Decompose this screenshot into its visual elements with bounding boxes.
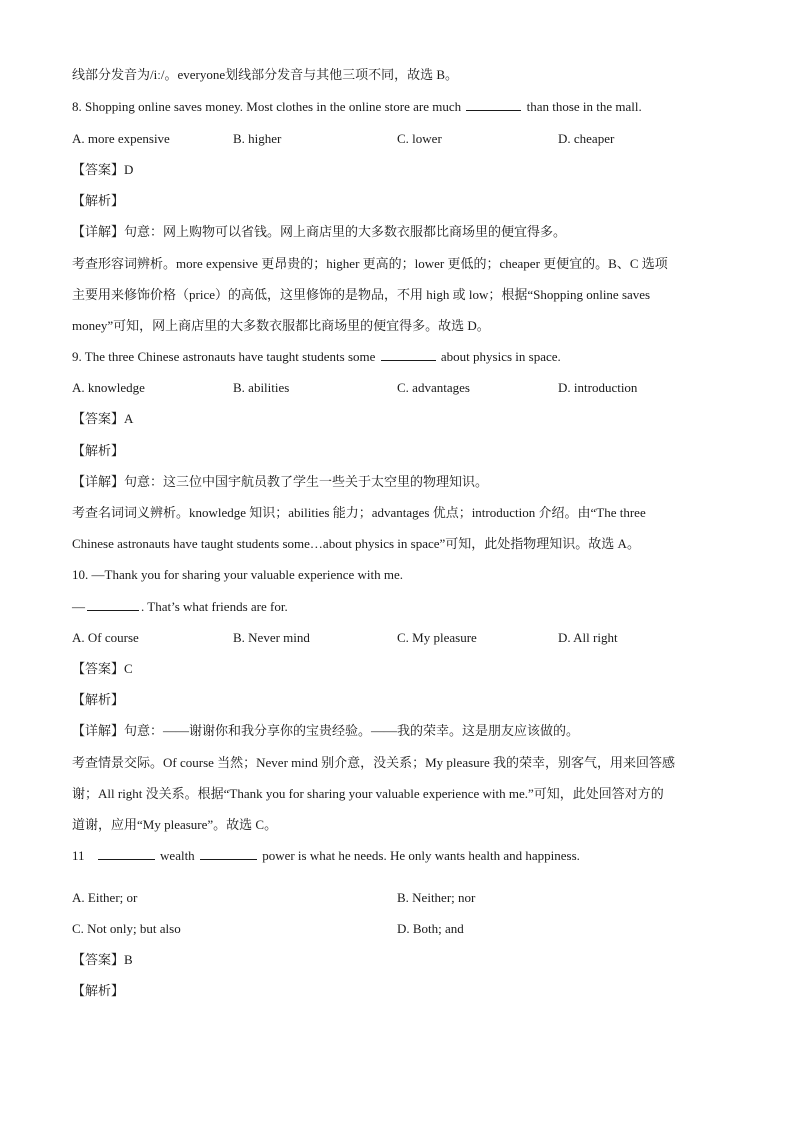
q10-options: [72, 629, 726, 647]
analysis-heading: 【解析】: [72, 983, 125, 998]
answer-line: 【答案】B: [72, 952, 133, 967]
analysis-heading: 【解析】: [72, 193, 125, 208]
detail-line: 【详解】句意：——谢谢你和我分享你的宝贵经验。——我的荣幸。这是朋友应该做的。: [72, 723, 580, 738]
answer-blank: [200, 847, 257, 860]
option-d: D. cheaper: [558, 131, 615, 146]
option-a: A. Of course: [72, 630, 139, 645]
question-11: [72, 847, 726, 865]
answer-blank: [466, 98, 521, 111]
detail-line: money”可知，网上商店里的大多数衣服都比商场里的便宜得多。故选 D。: [72, 318, 490, 333]
detail-line: 考查情景交际。Of course 当然；Never mind 别介意，没关系；My pleasure 我的荣幸，别客气，用来回答感: [72, 755, 675, 770]
q11-options-row1: [72, 889, 726, 907]
option-b: B. abilities: [233, 380, 290, 395]
option-c: C. advantages: [397, 380, 470, 395]
answer-blank: [87, 598, 139, 611]
question-text: 9. The three Chinese astronauts have taught students some: [72, 349, 376, 364]
option-c: C. My pleasure: [397, 630, 477, 645]
question-8: [72, 98, 726, 116]
analysis-heading: 【解析】: [72, 692, 125, 707]
q11-options-row2: [72, 920, 726, 938]
detail-line: 【详解】句意：这三位中国宇航员教了学生一些关于太空里的物理知识。: [72, 474, 489, 489]
question-text: 8. Shopping online saves money. Most clothes in the online store are much: [72, 99, 462, 114]
question-text: . That’s what friends are for.: [141, 599, 288, 614]
detail-line: 道谢，应用“My pleasure”。故选 C。: [72, 817, 278, 832]
question-text: power is what he needs. He only wants health and happiness.: [262, 848, 580, 863]
option-d: D. introduction: [558, 380, 638, 395]
option-b: B. Neither; nor: [397, 890, 476, 905]
answer-line: 【答案】C: [72, 661, 133, 676]
option-a: A. knowledge: [72, 380, 145, 395]
q9-options: [72, 379, 726, 397]
answer-blank: [381, 348, 436, 361]
question-text: about physics in space.: [440, 349, 561, 364]
question-text: than those in the mall.: [526, 99, 642, 114]
option-c: C. lower: [397, 131, 442, 146]
detail-line: Chinese astronauts have taught students some…about physics in space”可知，此处指物理知识。故选 A。: [72, 536, 640, 551]
option-a: A. more expensive: [72, 131, 170, 146]
detail-line: 主要用来修饰价格（price）的高低，这里修饰的是物品，不用 high 或 low；根据“Shopping online saves: [72, 287, 651, 302]
question-9: [72, 348, 726, 366]
answer-line: 【答案】D: [72, 162, 134, 177]
question-text: —: [72, 599, 85, 614]
question-10: 10. —Thank you for sharing your valuable experience with me.: [72, 567, 404, 582]
analysis-heading: 【解析】: [72, 443, 125, 458]
detail-line: 【详解】句意：网上购物可以省钱。网上商店里的大多数衣服都比商场里的便宜得多。: [72, 224, 567, 239]
answer-blank: [98, 847, 155, 860]
detail-line: 考查形容词辨析。more expensive 更昂贵的；higher 更高的；lower 更低的；cheaper 更便宜的。B、C 选项: [72, 256, 668, 271]
question-10-reply: [72, 598, 726, 616]
q8-options: [72, 130, 726, 148]
option-b: B. Never mind: [233, 630, 310, 645]
option-d: D. All right: [558, 630, 618, 645]
detail-line: 谢；All right 没关系。根据“Thank you for sharing your valuable experience with me.”可知，此处回答对方的: [72, 786, 664, 801]
option-d: D. Both; and: [397, 921, 464, 936]
answer-line: 【答案】A: [72, 411, 134, 426]
text-line: 线部分发音为/iː/。everyone划线部分发音与其他三项不同，故选 B。: [72, 67, 459, 82]
option-c: C. Not only; but also: [72, 921, 181, 936]
option-a: A. Either; or: [72, 890, 138, 905]
question-number: 11: [72, 848, 85, 863]
detail-line: 考查名词词义辨析。knowledge 知识；abilities 能力；advantages 优点；introduction 介绍。由“The three: [72, 505, 646, 520]
option-b: B. higher: [233, 131, 282, 146]
question-text: wealth: [160, 848, 195, 863]
